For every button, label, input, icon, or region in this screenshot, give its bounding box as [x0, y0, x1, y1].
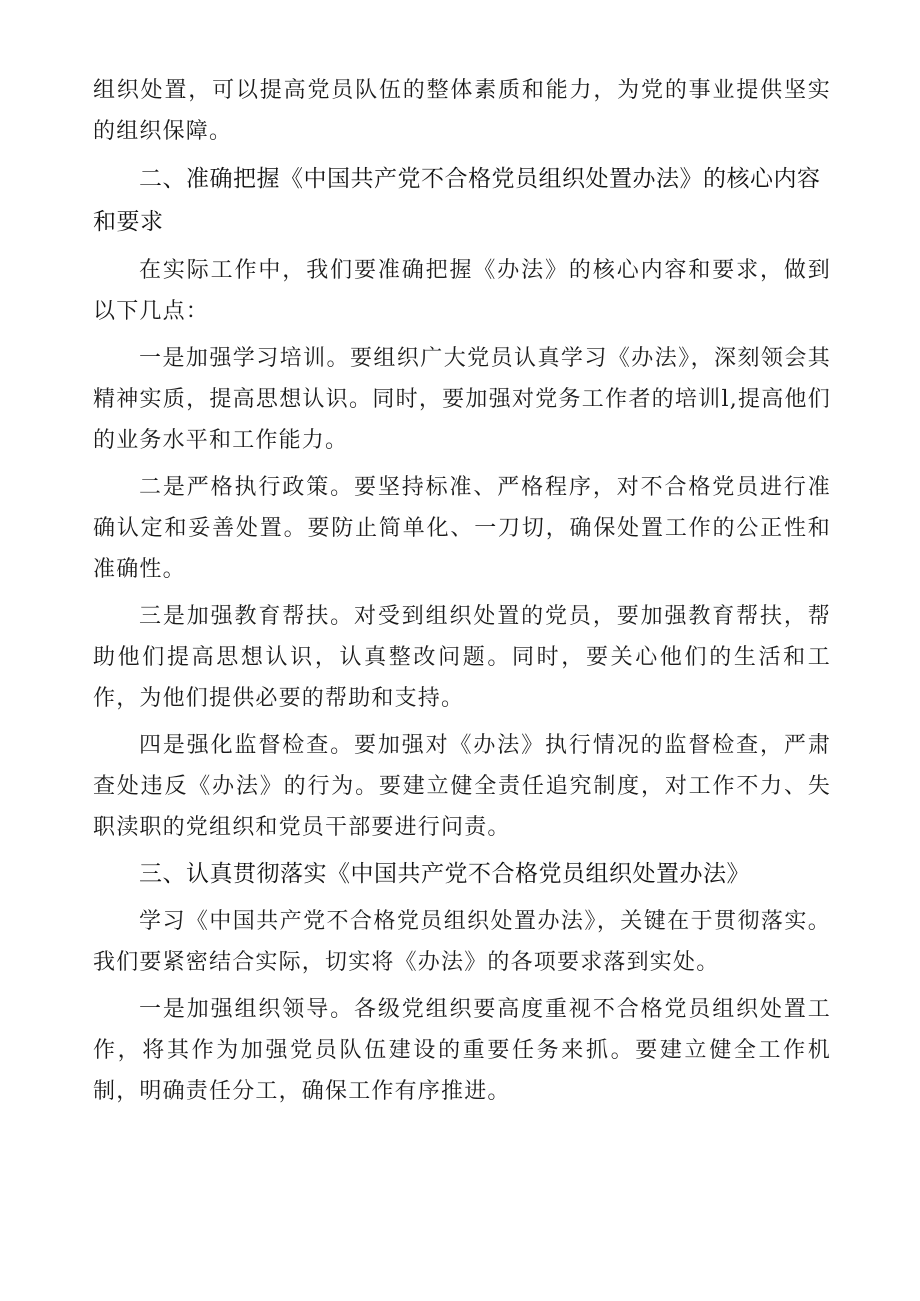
paragraph-implementation: 学习《中国共产党不合格党员组织处置办法》，关键在于贯彻落实。我们要紧密结合实际，切实将《办法》的各项要求落到实处。: [93, 909, 831, 975]
paragraph-point-four: 四是强化监督检查。要加强对《办法》执行情况的监督检查，严肃查处违反《办法》的行为。要建立健全责任追究制度，对工作不力、失职渎职的党组织和党员干部要进行问责。: [93, 733, 831, 840]
section-heading-three: 三、认真贯彻落实《中国共产党不合格党员组织处置办法》: [139, 861, 750, 887]
document-page: [93, 70, 831, 1118]
paragraph-continuation: 组织处置，可以提高党员队伍的整体素质和能力，为党的事业提供坚实的组织保障。: [93, 78, 831, 144]
paragraph-point-three: 三是加强教育帮扶。对受到组织处置的党员，要加强教育帮扶，帮助他们提高思想认识，认真整改问题。同时，要关心他们的生活和工作，为他们提供必要的帮助和支持。: [93, 604, 831, 711]
paragraph-intro: 在实际工作中，我们要准确把握《办法》的核心内容和要求，做到以下几点：: [93, 258, 831, 324]
paragraph-point-two: 二是严格执行政策。要坚持标准、严格程序，对不合格党员进行准确认定和妥善处置。要防止简单化、一刀切，确保处置工作的公正性和准确性。: [93, 475, 831, 582]
section-heading-two: 二、准确把握《中国共产党不合格党员组织处置办法》的核心内容和要求: [93, 166, 821, 235]
paragraph-point-one: 一是加强学习培训。要组织广大党员认真学习《办法》，深刻领会其精神实质，提高思想认识。同时，要加强对党务工作者的培训l,提高他们的业务水平和工作能力。: [93, 346, 831, 453]
paragraph-leadership: 一是加强组织领导。各级党组织要高度重视不合格党员组织处置工作，将其作为加强党员队伍建设的重要任务来抓。要建立健全工作机制，明确责任分工，确保工作有序推进。: [93, 997, 831, 1104]
